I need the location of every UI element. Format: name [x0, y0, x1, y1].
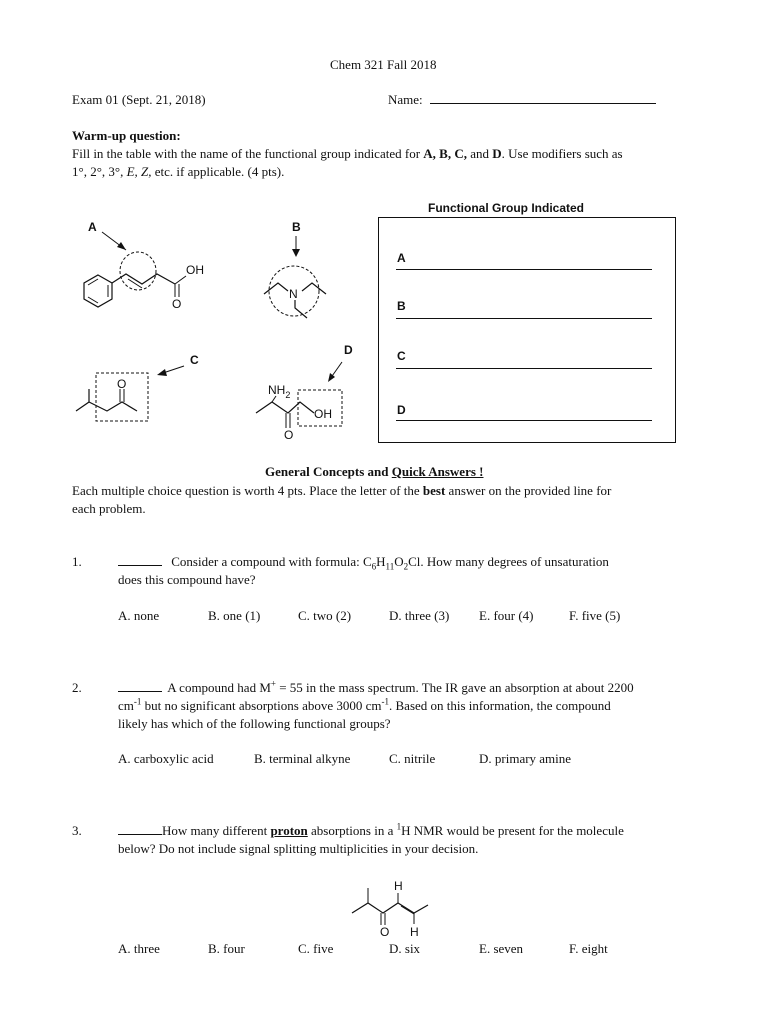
section-instructions-line2: each problem.: [72, 501, 146, 516]
fg-table-title: Functional Group Indicated: [428, 201, 584, 215]
nh2-d: $NH_2$: [268, 383, 291, 400]
o-c: O: [117, 377, 127, 391]
q2-number: 2.: [72, 680, 82, 695]
q1-text: Consider a compound with formula: $C_6H_{11}O_2Cl$. How many degrees of unsaturation: [118, 554, 609, 570]
oh-a: OH: [186, 263, 204, 277]
fg-answer-a[interactable]: [396, 269, 652, 270]
q2-choice: A. carboxylic acid: [118, 751, 214, 766]
q1-choice: B. one (1): [208, 608, 261, 623]
q1-choice: A. none: [118, 608, 160, 623]
q1-answer-blank[interactable]: [118, 565, 162, 566]
label-d: D: [344, 343, 353, 357]
q2-choice: D. primary amine: [479, 751, 572, 766]
n-b: N: [289, 287, 298, 301]
q3-choice: E. seven: [479, 941, 524, 956]
q3-choice: F. eight: [569, 941, 608, 956]
label-a: A: [88, 220, 97, 234]
label-c: C: [190, 353, 199, 367]
q3-choice: D. six: [389, 941, 421, 956]
section-title: General Concepts and Quick Answers !: [265, 464, 484, 479]
fg-row-label-d: D: [397, 403, 406, 417]
fg-row-label-a: A: [397, 251, 406, 265]
fg-table: [378, 217, 676, 443]
q2-choice: C. nitrile: [389, 751, 436, 766]
warmup-instructions-line1: Fill in the table with the name of the functional group indicated for A, B, C, and D. Use modifiers such as: [72, 146, 623, 161]
fg-row-label-c: C: [397, 349, 406, 363]
q2-answer-blank[interactable]: [118, 691, 162, 692]
q1-choice: C. two (2): [298, 608, 352, 623]
q2-text-line3: likely has which of the following functional groups?: [118, 716, 391, 731]
fg-row-label-b: B: [397, 299, 406, 313]
q3-answer-blank[interactable]: [118, 834, 162, 835]
o-a: O: [172, 297, 182, 311]
q2-text: A compound had M+ = 55 in the mass spectrum. The IR gave an absorption at about 2200: [118, 680, 634, 696]
q3-number: 3.: [72, 823, 82, 838]
section-instructions-line1: Each multiple choice question is worth 4 pts. Place the letter of the best answer on the provided line for: [72, 483, 612, 498]
q3-choice: C. five: [298, 941, 334, 956]
o-d: O: [284, 428, 294, 442]
warmup-title: Warm-up question:: [72, 128, 181, 143]
h-top-q3: H: [394, 879, 403, 893]
fg-answer-b[interactable]: [396, 318, 652, 319]
o-q3: O: [380, 925, 390, 939]
oh-d: OH: [314, 407, 332, 421]
name-label: Name:: [388, 92, 423, 107]
q3-choice: A. three: [118, 941, 160, 956]
q1-text-line2: does this compound have?: [118, 572, 256, 587]
q3-text-line2: below? Do not include signal splitting multiplicities in your decision.: [118, 841, 479, 856]
h-bottom-q3: H: [410, 925, 419, 939]
label-b: B: [292, 220, 301, 234]
warmup-instructions-line2: 1°, 2°, 3°, E, Z, etc. if applicable. (4 pts).: [72, 164, 285, 179]
q2-text-line2: $cm^{-1}$ but no significant absorptions above 3000 $cm^{-1}$. Based on this information, the compound: [118, 696, 611, 713]
q1-choice: D. three (3): [389, 608, 450, 623]
course-title: Chem 321 Fall 2018: [330, 57, 437, 72]
fg-answer-d[interactable]: [396, 420, 652, 421]
q3-text: How many different proton absorptions in a $^1$H NMR would be present for the molecule: [118, 823, 624, 839]
q3-choice: B. four: [208, 941, 245, 956]
q1-choice: F. five (5): [569, 608, 621, 623]
q2-choice: B. terminal alkyne: [254, 751, 351, 766]
fg-answer-c[interactable]: [396, 368, 652, 369]
q1-choice: E. four (4): [479, 608, 534, 623]
q1-number: 1.: [72, 554, 82, 569]
exam-title: Exam 01 (Sept. 21, 2018): [72, 92, 206, 107]
